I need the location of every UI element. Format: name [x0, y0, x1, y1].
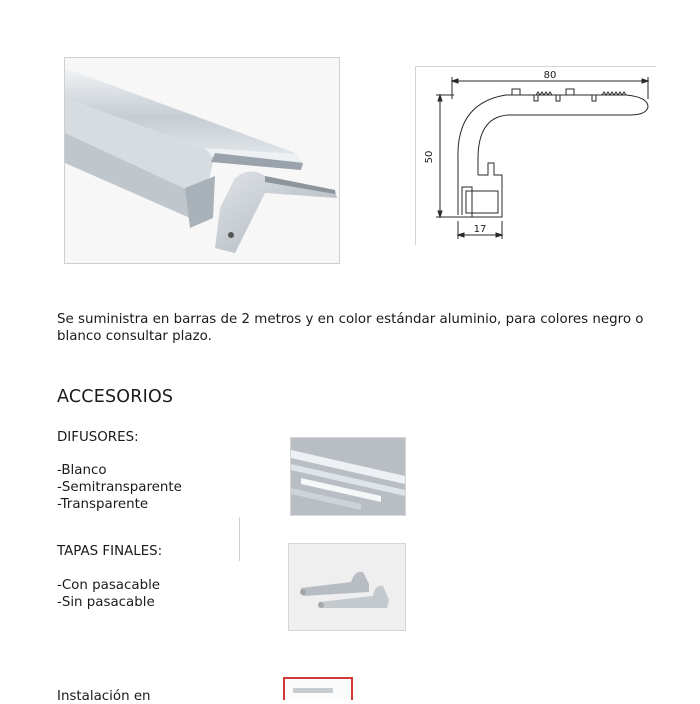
technical-drawing [415, 66, 656, 245]
end-caps-list [57, 577, 160, 611]
list-item: -Con pasacable [57, 578, 161, 593]
end-caps-photo [288, 543, 406, 631]
diffusers-label: DIFUSORES: [57, 430, 139, 445]
diffusers-list [57, 462, 182, 513]
diffuser-strips-image [291, 438, 405, 515]
end-caps-label: TAPAS FINALES: [57, 544, 163, 559]
divider [239, 517, 240, 561]
description-paragraph: Se suministra en barras de 2 metros y en color estándar aluminio, para colores negro o blanco consultar plazo. [57, 312, 644, 344]
dimension-width: 80 [543, 70, 557, 81]
dimension-base: 17 [473, 224, 487, 235]
installation-photo [283, 677, 353, 700]
list-item: -Transparente [57, 497, 149, 512]
diffuser-photo [290, 437, 406, 516]
end-caps-image [289, 544, 405, 630]
accessories-heading: ACCESORIOS [57, 387, 174, 407]
dimension-height: 50 [424, 150, 435, 164]
list-item: -Sin pasacable [57, 595, 155, 610]
list-item: -Semitransparente [57, 480, 182, 495]
profile-section-drawing [416, 67, 656, 245]
installation-label: Instalación en [57, 689, 151, 704]
list-item: -Blanco [57, 463, 107, 478]
profile-photo [64, 57, 340, 264]
aluminium-stair-profile-image [65, 58, 339, 263]
